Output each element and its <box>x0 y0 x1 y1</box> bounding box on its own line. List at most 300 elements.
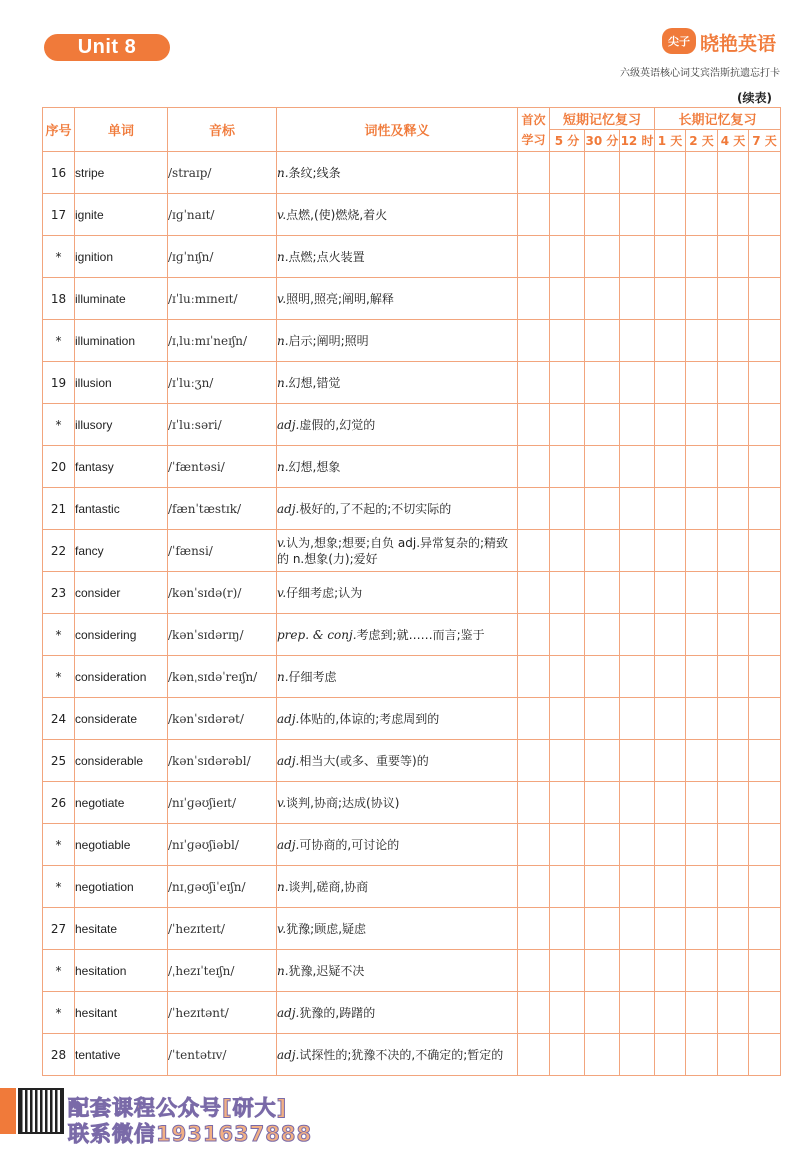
review-checkbox[interactable] <box>655 656 686 698</box>
row-phonetic: /ˈfænsi/ <box>168 530 277 572</box>
definition-text: 试探性的;犹豫不决的,不确定的;暂定的 <box>299 1047 504 1062</box>
review-checkbox[interactable] <box>620 278 655 320</box>
review-checkbox[interactable] <box>620 950 655 992</box>
row-phonetic: /kənˌsɪdəˈreɪʃn/ <box>168 656 277 698</box>
review-checkbox[interactable] <box>718 1034 749 1076</box>
review-checkbox[interactable] <box>620 236 655 278</box>
row-definition <box>277 866 518 908</box>
review-checkbox[interactable] <box>686 992 718 1034</box>
header-long-col: 1 天 <box>655 130 686 152</box>
row-word: hesitate <box>75 908 168 950</box>
review-checkbox[interactable] <box>749 530 781 572</box>
review-checkbox[interactable] <box>655 572 686 614</box>
review-checkbox[interactable] <box>585 824 620 866</box>
row-phonetic: /ɪɡˈnaɪt/ <box>168 194 277 236</box>
row-phonetic: /kənˈsɪdə(r)/ <box>168 572 277 614</box>
review-checkbox[interactable] <box>518 992 550 1034</box>
part-of-speech: n. <box>277 375 289 390</box>
review-checkbox[interactable] <box>718 278 749 320</box>
review-checkbox[interactable] <box>518 1034 550 1076</box>
row-word: fantastic <box>75 488 168 530</box>
review-checkbox[interactable] <box>550 782 585 824</box>
review-checkbox[interactable] <box>655 530 686 572</box>
row-word: negotiable <box>75 824 168 866</box>
row-definition <box>277 992 518 1034</box>
review-checkbox[interactable] <box>620 992 655 1034</box>
row-number: 24 <box>43 698 75 740</box>
row-phonetic: /kənˈsɪdərəbl/ <box>168 740 277 782</box>
review-checkbox[interactable] <box>686 152 718 194</box>
definition-text: 犹豫,迟疑不决 <box>288 963 365 978</box>
part-of-speech: prep. & conj. <box>277 627 357 642</box>
row-number: * <box>43 824 75 866</box>
row-definition <box>277 404 518 446</box>
review-checkbox[interactable] <box>655 992 686 1034</box>
review-checkbox[interactable] <box>620 488 655 530</box>
review-checkbox[interactable] <box>585 866 620 908</box>
row-definition <box>277 698 518 740</box>
review-checkbox[interactable] <box>749 320 781 362</box>
review-checkbox[interactable] <box>718 446 749 488</box>
review-checkbox[interactable] <box>718 908 749 950</box>
review-checkbox[interactable] <box>585 1034 620 1076</box>
review-checkbox[interactable] <box>655 908 686 950</box>
table-row <box>43 446 781 488</box>
table-row <box>43 908 781 950</box>
promo-line-2: 联系微信1931637888 <box>68 1122 313 1146</box>
part-of-speech: adj. <box>277 753 300 768</box>
row-word: illusion <box>75 362 168 404</box>
header-long-col: 7 天 <box>749 130 781 152</box>
vocab-table <box>42 107 781 1076</box>
review-checkbox[interactable] <box>749 614 781 656</box>
review-checkbox[interactable] <box>550 530 585 572</box>
review-checkbox[interactable] <box>686 866 718 908</box>
table-row <box>43 572 781 614</box>
review-checkbox[interactable] <box>585 782 620 824</box>
review-checkbox[interactable] <box>550 236 585 278</box>
review-checkbox[interactable] <box>620 320 655 362</box>
review-checkbox[interactable] <box>749 278 781 320</box>
review-checkbox[interactable] <box>585 950 620 992</box>
table-row <box>43 698 781 740</box>
row-word: stripe <box>75 152 168 194</box>
review-checkbox[interactable] <box>655 404 686 446</box>
review-checkbox[interactable] <box>718 362 749 404</box>
review-checkbox[interactable] <box>585 740 620 782</box>
definition-text: 体贴的,体谅的;考虑周到的 <box>299 711 440 726</box>
review-checkbox[interactable] <box>655 278 686 320</box>
review-checkbox[interactable] <box>749 656 781 698</box>
review-checkbox[interactable] <box>620 194 655 236</box>
review-checkbox[interactable] <box>686 782 718 824</box>
review-checkbox[interactable] <box>749 488 781 530</box>
review-checkbox[interactable] <box>518 278 550 320</box>
review-checkbox[interactable] <box>686 698 718 740</box>
review-checkbox[interactable] <box>518 530 550 572</box>
row-word: ignite <box>75 194 168 236</box>
row-number: 23 <box>43 572 75 614</box>
review-checkbox[interactable] <box>518 950 550 992</box>
review-checkbox[interactable] <box>686 320 718 362</box>
table-row <box>43 782 781 824</box>
review-checkbox[interactable] <box>518 908 550 950</box>
review-checkbox[interactable] <box>620 530 655 572</box>
review-checkbox[interactable] <box>749 446 781 488</box>
review-checkbox[interactable] <box>749 824 781 866</box>
review-checkbox[interactable] <box>718 572 749 614</box>
row-number: 26 <box>43 782 75 824</box>
review-checkbox[interactable] <box>686 950 718 992</box>
part-of-speech: v. <box>277 795 287 810</box>
review-checkbox[interactable] <box>585 488 620 530</box>
review-checkbox[interactable] <box>585 278 620 320</box>
review-checkbox[interactable] <box>518 404 550 446</box>
review-checkbox[interactable] <box>686 656 718 698</box>
row-definition <box>277 572 518 614</box>
definition-text: 虚假的,幻觉的 <box>299 417 376 432</box>
review-checkbox[interactable] <box>585 194 620 236</box>
table-row <box>43 866 781 908</box>
part-of-speech: n. <box>277 333 289 348</box>
brand <box>662 26 784 64</box>
header-short-review: 短期记忆复习 <box>550 108 655 130</box>
review-checkbox[interactable] <box>550 656 585 698</box>
review-checkbox[interactable] <box>655 824 686 866</box>
review-checkbox[interactable] <box>655 152 686 194</box>
review-checkbox[interactable] <box>749 236 781 278</box>
table-row <box>43 992 781 1034</box>
review-checkbox[interactable] <box>585 908 620 950</box>
review-checkbox[interactable] <box>686 614 718 656</box>
definition-text: 犹豫;顾虑,疑虑 <box>286 921 367 936</box>
review-checkbox[interactable] <box>718 950 749 992</box>
row-number: 19 <box>43 362 75 404</box>
row-phonetic: /ɪˈluːmɪneɪt/ <box>168 278 277 320</box>
review-checkbox[interactable] <box>749 194 781 236</box>
review-checkbox[interactable] <box>686 908 718 950</box>
table-row <box>43 1034 781 1076</box>
review-checkbox[interactable] <box>718 866 749 908</box>
row-definition <box>277 530 518 572</box>
review-checkbox[interactable] <box>550 614 585 656</box>
review-checkbox[interactable] <box>749 866 781 908</box>
review-checkbox[interactable] <box>655 866 686 908</box>
part-of-speech: n. <box>277 669 289 684</box>
review-checkbox[interactable] <box>718 404 749 446</box>
review-checkbox[interactable] <box>655 950 686 992</box>
review-checkbox[interactable] <box>585 152 620 194</box>
row-number: * <box>43 656 75 698</box>
review-checkbox[interactable] <box>655 614 686 656</box>
definition-text: 谈判,协商;达成(协议) <box>286 795 400 810</box>
review-checkbox[interactable] <box>550 740 585 782</box>
review-checkbox[interactable] <box>749 908 781 950</box>
review-checkbox[interactable] <box>620 572 655 614</box>
review-checkbox[interactable] <box>585 992 620 1034</box>
review-checkbox[interactable] <box>550 446 585 488</box>
row-definition <box>277 908 518 950</box>
review-checkbox[interactable] <box>518 698 550 740</box>
header-first-study: 首次学习 <box>518 108 550 152</box>
review-checkbox[interactable] <box>518 782 550 824</box>
row-number: 27 <box>43 908 75 950</box>
review-checkbox[interactable] <box>718 530 749 572</box>
review-checkbox[interactable] <box>718 992 749 1034</box>
review-checkbox[interactable] <box>585 530 620 572</box>
review-checkbox[interactable] <box>620 1034 655 1076</box>
review-checkbox[interactable] <box>550 404 585 446</box>
row-definition <box>277 152 518 194</box>
review-checkbox[interactable] <box>686 362 718 404</box>
part-of-speech: n. <box>277 165 289 180</box>
review-checkbox[interactable] <box>518 236 550 278</box>
row-phonetic: /ɪˈluːʒn/ <box>168 362 277 404</box>
part-of-speech: n. <box>277 963 289 978</box>
review-checkbox[interactable] <box>718 740 749 782</box>
review-checkbox[interactable] <box>718 698 749 740</box>
review-checkbox[interactable] <box>550 824 585 866</box>
row-definition <box>277 194 518 236</box>
review-checkbox[interactable] <box>686 488 718 530</box>
review-checkbox[interactable] <box>585 572 620 614</box>
row-phonetic: /ɪˌluːmɪˈneɪʃn/ <box>168 320 277 362</box>
review-checkbox[interactable] <box>550 950 585 992</box>
review-checkbox[interactable] <box>620 446 655 488</box>
row-word: illumination <box>75 320 168 362</box>
row-definition <box>277 782 518 824</box>
review-checkbox[interactable] <box>620 740 655 782</box>
row-phonetic: /ˈtentətɪv/ <box>168 1034 277 1076</box>
row-number: 18 <box>43 278 75 320</box>
review-checkbox[interactable] <box>686 446 718 488</box>
review-checkbox[interactable] <box>585 698 620 740</box>
review-checkbox[interactable] <box>686 824 718 866</box>
definition-text: 极好的,了不起的;不切实际的 <box>299 501 452 516</box>
header-short-col: 30 分 <box>585 130 620 152</box>
review-checkbox[interactable] <box>718 236 749 278</box>
review-checkbox[interactable] <box>718 782 749 824</box>
table-row <box>43 950 781 992</box>
review-checkbox[interactable] <box>620 614 655 656</box>
review-checkbox[interactable] <box>749 1034 781 1076</box>
review-checkbox[interactable] <box>550 908 585 950</box>
row-phonetic: /ˈhezɪtənt/ <box>168 992 277 1034</box>
review-checkbox[interactable] <box>518 614 550 656</box>
review-checkbox[interactable] <box>518 446 550 488</box>
review-checkbox[interactable] <box>686 236 718 278</box>
promo-line-1: 配套课程公众号[研大] <box>68 1096 288 1120</box>
row-definition <box>277 740 518 782</box>
brand-logo-icon: 尖子 <box>662 28 696 54</box>
review-checkbox[interactable] <box>550 152 585 194</box>
review-checkbox[interactable] <box>718 656 749 698</box>
review-checkbox[interactable] <box>655 194 686 236</box>
row-word: illusory <box>75 404 168 446</box>
review-checkbox[interactable] <box>686 404 718 446</box>
review-checkbox[interactable] <box>585 236 620 278</box>
row-phonetic: /straɪp/ <box>168 152 277 194</box>
review-checkbox[interactable] <box>686 194 718 236</box>
review-checkbox[interactable] <box>620 656 655 698</box>
table-row <box>43 824 781 866</box>
row-phonetic: /ɪˈluːsəri/ <box>168 404 277 446</box>
review-checkbox[interactable] <box>585 404 620 446</box>
review-checkbox[interactable] <box>686 530 718 572</box>
row-definition <box>277 1034 518 1076</box>
review-checkbox[interactable] <box>749 992 781 1034</box>
row-definition <box>277 362 518 404</box>
definition-text: 点燃;点火装置 <box>288 249 365 264</box>
part-of-speech: n. <box>277 459 289 474</box>
definition-text: 仔细考虑 <box>288 669 337 684</box>
review-checkbox[interactable] <box>585 446 620 488</box>
row-phonetic: /nɪˌɡəʊʃiˈeɪʃn/ <box>168 866 277 908</box>
review-checkbox[interactable] <box>620 866 655 908</box>
review-checkbox[interactable] <box>749 152 781 194</box>
row-word: considerable <box>75 740 168 782</box>
review-checkbox[interactable] <box>518 152 550 194</box>
row-number: * <box>43 866 75 908</box>
review-checkbox[interactable] <box>550 1034 585 1076</box>
review-checkbox[interactable] <box>518 866 550 908</box>
row-word: consider <box>75 572 168 614</box>
review-checkbox[interactable] <box>655 1034 686 1076</box>
review-checkbox[interactable] <box>550 698 585 740</box>
review-checkbox[interactable] <box>620 824 655 866</box>
review-checkbox[interactable] <box>585 614 620 656</box>
row-number: * <box>43 614 75 656</box>
row-definition <box>277 614 518 656</box>
review-checkbox[interactable] <box>550 866 585 908</box>
review-checkbox[interactable] <box>655 320 686 362</box>
review-checkbox[interactable] <box>518 488 550 530</box>
row-definition <box>277 236 518 278</box>
review-checkbox[interactable] <box>620 404 655 446</box>
row-word: hesitant <box>75 992 168 1034</box>
header-short-col: 12 时 <box>620 130 655 152</box>
review-checkbox[interactable] <box>686 1034 718 1076</box>
review-checkbox[interactable] <box>655 698 686 740</box>
definition-text: 谈判,磋商,协商 <box>288 879 369 894</box>
review-checkbox[interactable] <box>718 152 749 194</box>
review-checkbox[interactable] <box>655 446 686 488</box>
table-row <box>43 320 781 362</box>
review-checkbox[interactable] <box>686 278 718 320</box>
row-phonetic: /kənˈsɪdərɪŋ/ <box>168 614 277 656</box>
review-checkbox[interactable] <box>749 572 781 614</box>
part-of-speech: adj. <box>277 417 300 432</box>
review-checkbox[interactable] <box>518 194 550 236</box>
review-checkbox[interactable] <box>718 824 749 866</box>
part-of-speech: v. <box>277 585 287 600</box>
review-checkbox[interactable] <box>655 236 686 278</box>
review-checkbox[interactable] <box>550 320 585 362</box>
qr-code-icon <box>18 1088 64 1134</box>
row-number: 21 <box>43 488 75 530</box>
table-row <box>43 530 781 572</box>
review-checkbox[interactable] <box>550 572 585 614</box>
review-checkbox[interactable] <box>749 740 781 782</box>
row-word: tentative <box>75 1034 168 1076</box>
review-checkbox[interactable] <box>518 824 550 866</box>
review-checkbox[interactable] <box>518 656 550 698</box>
review-checkbox[interactable] <box>550 992 585 1034</box>
row-number: 25 <box>43 740 75 782</box>
review-checkbox[interactable] <box>620 698 655 740</box>
review-checkbox[interactable] <box>620 782 655 824</box>
part-of-speech: adj. <box>277 501 300 516</box>
review-checkbox[interactable] <box>718 488 749 530</box>
footer-stripe <box>0 1088 16 1134</box>
review-checkbox[interactable] <box>550 278 585 320</box>
review-checkbox[interactable] <box>655 782 686 824</box>
review-checkbox[interactable] <box>749 782 781 824</box>
review-checkbox[interactable] <box>518 320 550 362</box>
brand-name: 晓艳英语 <box>700 33 777 55</box>
review-checkbox[interactable] <box>718 194 749 236</box>
part-of-speech: v. <box>277 921 287 936</box>
definition-text: 仔细考虑;认为 <box>286 585 363 600</box>
definition-text: 可协商的,可讨论的 <box>299 837 400 852</box>
table-row <box>43 152 781 194</box>
review-checkbox[interactable] <box>749 404 781 446</box>
review-checkbox[interactable] <box>518 740 550 782</box>
table-row <box>43 488 781 530</box>
review-checkbox[interactable] <box>686 572 718 614</box>
review-checkbox[interactable] <box>620 152 655 194</box>
review-checkbox[interactable] <box>518 362 550 404</box>
definition-text: 条纹;线条 <box>288 165 341 180</box>
review-checkbox[interactable] <box>518 572 550 614</box>
review-checkbox[interactable] <box>585 656 620 698</box>
part-of-speech: adj. <box>277 1005 300 1020</box>
review-checkbox[interactable] <box>620 362 655 404</box>
review-checkbox[interactable] <box>585 362 620 404</box>
review-checkbox[interactable] <box>655 488 686 530</box>
review-checkbox[interactable] <box>655 740 686 782</box>
table-row <box>43 236 781 278</box>
header-long-col: 4 天 <box>718 130 749 152</box>
header-ipa: 音标 <box>168 108 277 152</box>
review-checkbox[interactable] <box>655 362 686 404</box>
row-definition <box>277 656 518 698</box>
definition-text: 考虑到;就……而言;鉴于 <box>356 627 485 642</box>
review-checkbox[interactable] <box>749 362 781 404</box>
row-phonetic: /ˈfæntəsi/ <box>168 446 277 488</box>
row-word: negotiate <box>75 782 168 824</box>
review-checkbox[interactable] <box>550 194 585 236</box>
review-checkbox[interactable] <box>585 320 620 362</box>
review-checkbox[interactable] <box>749 950 781 992</box>
review-checkbox[interactable] <box>718 614 749 656</box>
review-checkbox[interactable] <box>620 908 655 950</box>
definition-text: 点燃,(使)燃烧,着火 <box>286 207 388 222</box>
review-checkbox[interactable] <box>550 488 585 530</box>
review-checkbox[interactable] <box>550 362 585 404</box>
table-row <box>43 404 781 446</box>
row-number: 28 <box>43 1034 75 1076</box>
definition-text: 幻想,想象 <box>288 459 341 474</box>
definition-text: 犹豫的,踌躇的 <box>299 1005 376 1020</box>
row-phonetic: /kənˈsɪdərət/ <box>168 698 277 740</box>
row-number: * <box>43 950 75 992</box>
review-checkbox[interactable] <box>718 320 749 362</box>
row-word: illuminate <box>75 278 168 320</box>
part-of-speech: n. <box>277 879 289 894</box>
review-checkbox[interactable] <box>686 740 718 782</box>
review-checkbox[interactable] <box>749 698 781 740</box>
